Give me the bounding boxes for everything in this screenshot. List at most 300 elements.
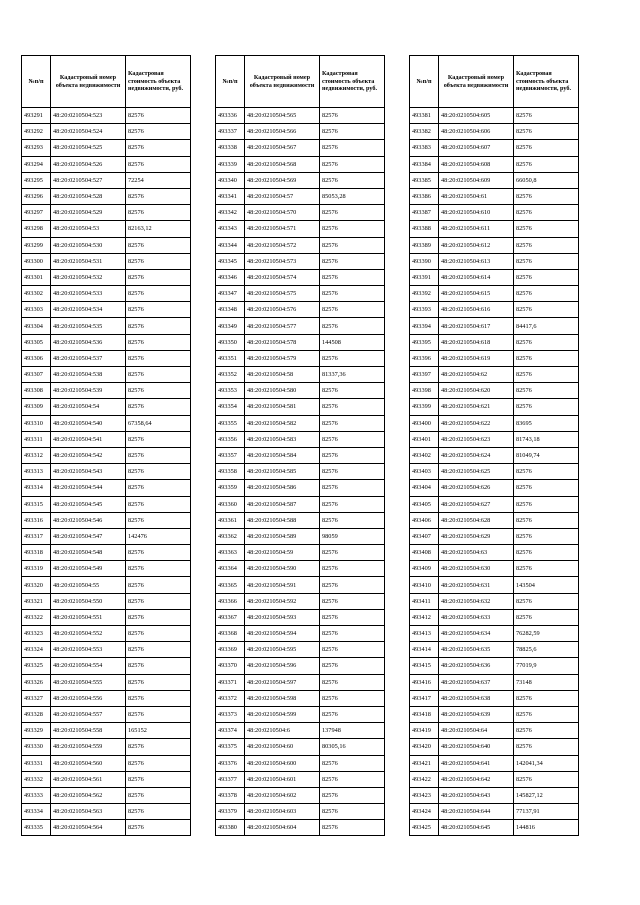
cadastral-cost-cell: 82576 — [320, 124, 385, 140]
row-number-cell: 493400 — [410, 415, 439, 431]
cadastral-number-cell: 48:20:0210504:550 — [51, 593, 126, 609]
table-row — [410, 577, 579, 593]
cadastral-number-cell: 48:20:0210504:614 — [439, 269, 514, 285]
table-row — [216, 108, 385, 124]
cadastral-cost-cell: 72254 — [126, 172, 191, 188]
table-row — [216, 286, 385, 302]
cadastral-cost-cell: 82576 — [320, 480, 385, 496]
cadastral-number-cell: 48:20:0210504:643 — [439, 787, 514, 803]
cadastral-number-cell: 48:20:0210504:633 — [439, 609, 514, 625]
table-row — [410, 626, 579, 642]
header-cadastral-number: Кадастровый номер объекта недвижимости — [51, 56, 126, 108]
row-number-cell: 493291 — [22, 108, 51, 124]
table-row — [22, 302, 191, 318]
table-row — [216, 205, 385, 221]
table-row — [410, 609, 579, 625]
cadastral-number-cell: 48:20:0210504:602 — [245, 787, 320, 803]
table-row — [216, 447, 385, 463]
row-number-cell: 493366 — [216, 593, 245, 609]
cadastral-table-1 — [21, 55, 191, 836]
row-number-cell: 493351 — [216, 350, 245, 366]
row-number-cell: 493412 — [410, 609, 439, 625]
row-number-cell: 493348 — [216, 302, 245, 318]
row-number-cell: 493335 — [22, 820, 51, 836]
table-row — [410, 383, 579, 399]
cadastral-cost-cell: 82576 — [126, 399, 191, 415]
table-row — [410, 447, 579, 463]
table-row — [410, 302, 579, 318]
cadastral-cost-cell: 82576 — [126, 512, 191, 528]
cadastral-cost-cell: 82576 — [126, 140, 191, 156]
row-number-cell: 493391 — [410, 269, 439, 285]
cadastral-cost-cell: 82576 — [126, 561, 191, 577]
cadastral-number-cell: 48:20:0210504:575 — [245, 286, 320, 302]
cadastral-cost-cell: 82576 — [126, 642, 191, 658]
cadastral-number-cell: 48:20:0210504:528 — [51, 188, 126, 204]
cadastral-cost-cell: 82576 — [126, 431, 191, 447]
cadastral-number-cell: 48:20:0210504:576 — [245, 302, 320, 318]
cadastral-number-cell: 48:20:0210504:638 — [439, 690, 514, 706]
cadastral-number-cell: 48:20:0210504:562 — [51, 787, 126, 803]
table-row — [410, 464, 579, 480]
row-number-cell: 493388 — [410, 221, 439, 237]
row-number-cell: 493423 — [410, 787, 439, 803]
cadastral-cost-cell: 82576 — [320, 172, 385, 188]
cadastral-number-cell: 48:20:0210504:555 — [51, 674, 126, 690]
table-row — [22, 156, 191, 172]
cadastral-cost-cell: 82576 — [320, 755, 385, 771]
cadastral-number-cell: 48:20:0210504:58 — [245, 367, 320, 383]
cadastral-number-cell: 48:20:0210504:566 — [245, 124, 320, 140]
table-row — [216, 237, 385, 253]
table-row — [410, 804, 579, 820]
row-number-cell: 493342 — [216, 205, 245, 221]
table-row — [22, 399, 191, 415]
cadastral-number-cell: 48:20:0210504:63 — [439, 545, 514, 561]
cadastral-number-cell: 48:20:0210504:592 — [245, 593, 320, 609]
cadastral-number-cell: 48:20:0210504:546 — [51, 512, 126, 528]
table-row — [216, 577, 385, 593]
cadastral-number-cell: 48:20:0210504:64 — [439, 723, 514, 739]
cadastral-cost-cell: 82576 — [514, 480, 579, 496]
cadastral-cost-cell: 82576 — [126, 771, 191, 787]
cadastral-number-cell: 48:20:0210504:530 — [51, 237, 126, 253]
cadastral-number-cell: 48:20:0210504:567 — [245, 140, 320, 156]
cadastral-number-cell: 48:20:0210504:559 — [51, 739, 126, 755]
row-number-cell: 493327 — [22, 690, 51, 706]
header-cadastral-cost: Кадастровая стоимость объекта недвижимости, руб. — [320, 56, 385, 108]
row-number-cell: 493363 — [216, 545, 245, 561]
row-number-cell: 493367 — [216, 609, 245, 625]
row-number-cell: 493418 — [410, 706, 439, 722]
cadastral-number-cell: 48:20:0210504:626 — [439, 480, 514, 496]
cadastral-cost-cell: 82576 — [320, 318, 385, 334]
cadastral-cost-cell: 82576 — [320, 221, 385, 237]
row-number-cell: 493315 — [22, 496, 51, 512]
table-row — [22, 561, 191, 577]
row-number-cell: 493397 — [410, 367, 439, 383]
cadastral-cost-cell: 82576 — [514, 286, 579, 302]
row-number-cell: 493404 — [410, 480, 439, 496]
table-body — [216, 108, 385, 836]
row-number-cell: 493318 — [22, 545, 51, 561]
table-row — [22, 804, 191, 820]
table-row — [410, 545, 579, 561]
cadastral-number-cell: 48:20:0210504:612 — [439, 237, 514, 253]
table-row — [216, 755, 385, 771]
cadastral-cost-cell: 82576 — [514, 269, 579, 285]
cadastral-cost-cell: 82576 — [320, 642, 385, 658]
cadastral-cost-cell: 82576 — [514, 302, 579, 318]
cadastral-cost-cell: 82576 — [126, 674, 191, 690]
cadastral-cost-cell: 82576 — [514, 512, 579, 528]
cadastral-number-cell: 48:20:0210504:632 — [439, 593, 514, 609]
cadastral-cost-cell: 82576 — [126, 609, 191, 625]
row-number-cell: 493410 — [410, 577, 439, 593]
cadastral-cost-cell: 82576 — [320, 464, 385, 480]
table-row — [22, 172, 191, 188]
cadastral-number-cell: 48:20:0210504:547 — [51, 528, 126, 544]
cadastral-number-cell: 48:20:0210504:637 — [439, 674, 514, 690]
row-number-cell: 493322 — [22, 609, 51, 625]
table-row — [410, 172, 579, 188]
row-number-cell: 493312 — [22, 447, 51, 463]
row-number-cell: 493346 — [216, 269, 245, 285]
row-number-cell: 493370 — [216, 658, 245, 674]
table-row — [22, 188, 191, 204]
row-number-cell: 493295 — [22, 172, 51, 188]
cadastral-number-cell: 48:20:0210504:595 — [245, 642, 320, 658]
row-number-cell: 493399 — [410, 399, 439, 415]
row-number-cell: 493392 — [410, 286, 439, 302]
table-row — [410, 642, 579, 658]
row-number-cell: 493313 — [22, 464, 51, 480]
row-number-cell: 493333 — [22, 787, 51, 803]
row-number-cell: 493326 — [22, 674, 51, 690]
row-number-cell: 493358 — [216, 464, 245, 480]
cadastral-cost-cell: 82576 — [320, 237, 385, 253]
cadastral-number-cell: 48:20:0210504:581 — [245, 399, 320, 415]
row-number-cell: 493350 — [216, 334, 245, 350]
cadastral-cost-cell: 82576 — [514, 253, 579, 269]
table-row — [410, 124, 579, 140]
cadastral-cost-cell: 165152 — [126, 723, 191, 739]
cadastral-cost-cell: 82576 — [514, 528, 579, 544]
row-number-cell: 493306 — [22, 350, 51, 366]
table-row — [22, 286, 191, 302]
table-row — [410, 108, 579, 124]
row-number-cell: 493372 — [216, 690, 245, 706]
cadastral-cost-cell: 137948 — [320, 723, 385, 739]
table-row — [410, 739, 579, 755]
cadastral-cost-cell: 82576 — [126, 334, 191, 350]
cadastral-number-cell: 48:20:0210504:55 — [51, 577, 126, 593]
row-number-cell: 493360 — [216, 496, 245, 512]
row-number-cell: 493396 — [410, 350, 439, 366]
table-row — [410, 253, 579, 269]
row-number-cell: 493382 — [410, 124, 439, 140]
table-body — [410, 108, 579, 836]
header-cadastral-cost: Кадастровая стоимость объекта недвижимости, руб. — [126, 56, 191, 108]
table-row — [22, 787, 191, 803]
cadastral-number-cell: 48:20:0210504:600 — [245, 755, 320, 771]
table-row — [216, 124, 385, 140]
cadastral-number-cell: 48:20:0210504:553 — [51, 642, 126, 658]
cadastral-cost-cell: 67358,64 — [126, 415, 191, 431]
table-row — [22, 706, 191, 722]
cadastral-table-2 — [215, 55, 385, 836]
row-number-cell: 493419 — [410, 723, 439, 739]
cadastral-cost-cell: 85053,28 — [320, 188, 385, 204]
cadastral-number-cell: 48:20:0210504:570 — [245, 205, 320, 221]
cadastral-number-cell: 48:20:0210504:641 — [439, 755, 514, 771]
row-number-cell: 493386 — [410, 188, 439, 204]
cadastral-cost-cell: 82576 — [514, 561, 579, 577]
cadastral-cost-cell: 82576 — [514, 237, 579, 253]
table-row — [216, 334, 385, 350]
table-row — [216, 787, 385, 803]
table-row — [22, 269, 191, 285]
cadastral-number-cell: 48:20:0210504:531 — [51, 253, 126, 269]
table-row — [22, 690, 191, 706]
cadastral-number-cell: 48:20:0210504:593 — [245, 609, 320, 625]
cadastral-number-cell: 48:20:0210504:532 — [51, 269, 126, 285]
cadastral-number-cell: 48:20:0210504:538 — [51, 367, 126, 383]
cadastral-cost-cell: 82576 — [126, 318, 191, 334]
cadastral-number-cell: 48:20:0210504:597 — [245, 674, 320, 690]
row-number-cell: 493416 — [410, 674, 439, 690]
cadastral-cost-cell: 82576 — [126, 205, 191, 221]
table-row — [410, 820, 579, 836]
row-number-cell: 493324 — [22, 642, 51, 658]
cadastral-number-cell: 48:20:0210504:578 — [245, 334, 320, 350]
cadastral-cost-cell: 82576 — [320, 447, 385, 463]
table-row — [410, 771, 579, 787]
table-row — [410, 156, 579, 172]
table-row — [410, 415, 579, 431]
cadastral-number-cell: 48:20:0210504:596 — [245, 658, 320, 674]
cadastral-number-cell: 48:20:0210504:603 — [245, 804, 320, 820]
cadastral-cost-cell: 76282,59 — [514, 626, 579, 642]
row-number-cell: 493338 — [216, 140, 245, 156]
cadastral-cost-cell: 78825,6 — [514, 642, 579, 658]
table-row — [216, 188, 385, 204]
cadastral-number-cell: 48:20:0210504:571 — [245, 221, 320, 237]
cadastral-cost-cell: 82576 — [514, 367, 579, 383]
row-number-cell: 493401 — [410, 431, 439, 447]
table-row — [22, 528, 191, 544]
row-number-cell: 493361 — [216, 512, 245, 528]
table-row — [216, 642, 385, 658]
cadastral-number-cell: 48:20:0210504:529 — [51, 205, 126, 221]
row-number-cell: 493314 — [22, 480, 51, 496]
cadastral-number-cell: 48:20:0210504:590 — [245, 561, 320, 577]
row-number-cell: 493296 — [22, 188, 51, 204]
cadastral-cost-cell: 82576 — [320, 156, 385, 172]
table-row — [22, 447, 191, 463]
cadastral-cost-cell: 82576 — [320, 286, 385, 302]
cadastral-number-cell: 48:20:0210504:542 — [51, 447, 126, 463]
cadastral-number-cell: 48:20:0210504:619 — [439, 350, 514, 366]
cadastral-number-cell: 48:20:0210504:543 — [51, 464, 126, 480]
cadastral-cost-cell: 144508 — [320, 334, 385, 350]
cadastral-cost-cell: 82576 — [514, 205, 579, 221]
cadastral-cost-cell: 82576 — [126, 690, 191, 706]
table-row — [410, 593, 579, 609]
table-row — [410, 496, 579, 512]
cadastral-cost-cell: 82576 — [514, 383, 579, 399]
table-row — [410, 318, 579, 334]
cadastral-cost-cell: 82576 — [320, 140, 385, 156]
table-row — [216, 674, 385, 690]
cadastral-number-cell: 48:20:0210504:54 — [51, 399, 126, 415]
cadastral-cost-cell: 82576 — [126, 480, 191, 496]
cadastral-number-cell: 48:20:0210504:585 — [245, 464, 320, 480]
header-number: №п/п — [22, 56, 51, 108]
table-row — [410, 221, 579, 237]
table-header-row — [22, 56, 191, 108]
cadastral-number-cell: 48:20:0210504:583 — [245, 431, 320, 447]
cadastral-cost-cell: 66050,8 — [514, 172, 579, 188]
cadastral-cost-cell: 82576 — [320, 545, 385, 561]
cadastral-cost-cell: 82576 — [320, 771, 385, 787]
cadastral-cost-cell: 84417,6 — [514, 318, 579, 334]
cadastral-number-cell: 48:20:0210504:569 — [245, 172, 320, 188]
cadastral-number-cell: 48:20:0210504:574 — [245, 269, 320, 285]
row-number-cell: 493357 — [216, 447, 245, 463]
cadastral-number-cell: 48:20:0210504:524 — [51, 124, 126, 140]
header-number: №п/п — [216, 56, 245, 108]
cadastral-cost-cell: 82576 — [320, 512, 385, 528]
row-number-cell: 493353 — [216, 383, 245, 399]
cadastral-cost-cell: 82576 — [126, 447, 191, 463]
row-number-cell: 493311 — [22, 431, 51, 447]
table-row — [22, 642, 191, 658]
table-row — [216, 593, 385, 609]
table-row — [410, 334, 579, 350]
row-number-cell: 493417 — [410, 690, 439, 706]
table-row — [410, 561, 579, 577]
table-row — [22, 658, 191, 674]
cadastral-cost-cell: 82576 — [320, 626, 385, 642]
row-number-cell: 493328 — [22, 706, 51, 722]
row-number-cell: 493379 — [216, 804, 245, 820]
table-row — [410, 723, 579, 739]
cadastral-number-cell: 48:20:0210504:587 — [245, 496, 320, 512]
cadastral-cost-cell: 82576 — [126, 350, 191, 366]
row-number-cell: 493405 — [410, 496, 439, 512]
cadastral-number-cell: 48:20:0210504:607 — [439, 140, 514, 156]
row-number-cell: 493380 — [216, 820, 245, 836]
cadastral-number-cell: 48:20:0210504:572 — [245, 237, 320, 253]
table-row — [22, 108, 191, 124]
table-row — [216, 804, 385, 820]
cadastral-cost-cell: 82576 — [514, 464, 579, 480]
table-row — [410, 787, 579, 803]
cadastral-number-cell: 48:20:0210504:630 — [439, 561, 514, 577]
row-number-cell: 493375 — [216, 739, 245, 755]
row-number-cell: 493393 — [410, 302, 439, 318]
table-row — [410, 480, 579, 496]
cadastral-cost-cell: 82163,12 — [126, 221, 191, 237]
cadastral-number-cell: 48:20:0210504:62 — [439, 367, 514, 383]
cadastral-cost-cell: 82576 — [320, 383, 385, 399]
cadastral-cost-cell: 82576 — [320, 820, 385, 836]
cadastral-number-cell: 48:20:0210504:545 — [51, 496, 126, 512]
row-number-cell: 493364 — [216, 561, 245, 577]
table-row — [216, 480, 385, 496]
cadastral-cost-cell: 82576 — [126, 464, 191, 480]
row-number-cell: 493421 — [410, 755, 439, 771]
cadastral-number-cell: 48:20:0210504:639 — [439, 706, 514, 722]
cadastral-number-cell: 48:20:0210504:644 — [439, 804, 514, 820]
cadastral-number-cell: 48:20:0210504:556 — [51, 690, 126, 706]
table-row — [22, 221, 191, 237]
table-row — [410, 367, 579, 383]
cadastral-cost-cell: 82576 — [514, 690, 579, 706]
cadastral-number-cell: 48:20:0210504:560 — [51, 755, 126, 771]
row-number-cell: 493301 — [22, 269, 51, 285]
cadastral-cost-cell: 82576 — [320, 496, 385, 512]
cadastral-cost-cell: 82576 — [320, 302, 385, 318]
cadastral-number-cell: 48:20:0210504:554 — [51, 658, 126, 674]
table-row — [22, 334, 191, 350]
cadastral-number-cell: 48:20:0210504:615 — [439, 286, 514, 302]
table-row — [22, 415, 191, 431]
cadastral-cost-cell: 82576 — [126, 626, 191, 642]
table-row — [410, 140, 579, 156]
cadastral-number-cell: 48:20:0210504:594 — [245, 626, 320, 642]
table-row — [410, 755, 579, 771]
row-number-cell: 493415 — [410, 658, 439, 674]
cadastral-number-cell: 48:20:0210504:622 — [439, 415, 514, 431]
cadastral-cost-cell: 82576 — [126, 269, 191, 285]
row-number-cell: 493323 — [22, 626, 51, 642]
row-number-cell: 493371 — [216, 674, 245, 690]
cadastral-cost-cell: 82576 — [126, 658, 191, 674]
row-number-cell: 493389 — [410, 237, 439, 253]
row-number-cell: 493356 — [216, 431, 245, 447]
row-number-cell: 493339 — [216, 156, 245, 172]
cadastral-cost-cell: 82576 — [126, 383, 191, 399]
row-number-cell: 493406 — [410, 512, 439, 528]
cadastral-number-cell: 48:20:0210504:580 — [245, 383, 320, 399]
table-row — [22, 464, 191, 480]
cadastral-number-cell: 48:20:0210504:634 — [439, 626, 514, 642]
table-row — [22, 140, 191, 156]
table-row — [410, 431, 579, 447]
row-number-cell: 493307 — [22, 367, 51, 383]
row-number-cell: 493402 — [410, 447, 439, 463]
row-number-cell: 493414 — [410, 642, 439, 658]
table-row — [216, 464, 385, 480]
table-row — [410, 269, 579, 285]
cadastral-cost-cell: 82576 — [320, 269, 385, 285]
cadastral-cost-cell: 82576 — [514, 221, 579, 237]
cadastral-cost-cell: 82576 — [126, 593, 191, 609]
cadastral-cost-cell: 82576 — [514, 723, 579, 739]
table-row — [216, 253, 385, 269]
row-number-cell: 493316 — [22, 512, 51, 528]
cadastral-cost-cell: 82576 — [514, 108, 579, 124]
cadastral-number-cell: 48:20:0210504:611 — [439, 221, 514, 237]
table-row — [22, 626, 191, 642]
table-row — [216, 706, 385, 722]
row-number-cell: 493420 — [410, 739, 439, 755]
row-number-cell: 493300 — [22, 253, 51, 269]
cadastral-number-cell: 48:20:0210504:605 — [439, 108, 514, 124]
row-number-cell: 493411 — [410, 593, 439, 609]
